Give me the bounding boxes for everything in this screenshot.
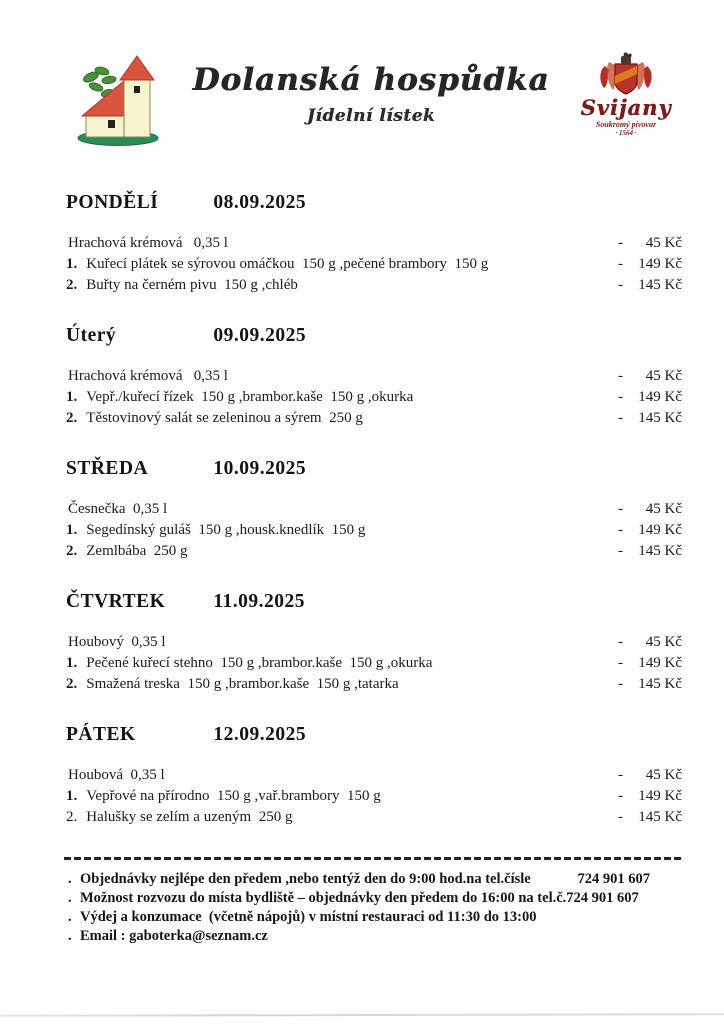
dish-name: Houbová 0,35 l bbox=[68, 767, 165, 783]
item-number: 2. bbox=[66, 410, 78, 426]
svijany-logo bbox=[570, 50, 682, 137]
header bbox=[66, 50, 682, 162]
dish-name: Buřty na černém pivu 150 g ,chléb bbox=[86, 277, 298, 293]
dish-name: Segedínský guláš 150 g ,housk.knedlík 150 g bbox=[86, 522, 366, 538]
dish-price: 145 Kč bbox=[638, 676, 682, 692]
dish-price: 145 Kč bbox=[638, 543, 682, 559]
item-number: 2. bbox=[66, 543, 78, 559]
dish-name: Vepř./kuřecí řízek 150 g ,brambor.kaše 150 g ,okurka bbox=[86, 389, 414, 405]
item-number: 2. bbox=[66, 809, 78, 825]
footer-text: Možnost rozvozu do místa bydliště – objednávky den předem do 16:00 na tel.č.724 901 607 bbox=[80, 890, 639, 906]
menu-item-row bbox=[66, 653, 682, 674]
footer-text: Objednávky nejlépe den předem ,nebo tentýž den do 9:00 hod.na tel.čísle bbox=[80, 871, 531, 887]
footer-text: Výdej a konzumace (včetně nápojů) v místní restauraci od 11:30 do 13:00 bbox=[80, 909, 537, 925]
menu-item-row bbox=[66, 275, 682, 296]
price-dash: - bbox=[618, 256, 623, 272]
menu-item-row bbox=[66, 786, 682, 807]
price-dash: - bbox=[618, 788, 623, 804]
dish-price: 149 Kč bbox=[638, 389, 682, 405]
dish-price: 149 Kč bbox=[638, 256, 682, 272]
menu-item-row bbox=[66, 807, 682, 828]
day-section-friday bbox=[66, 724, 682, 828]
menu-item-row bbox=[66, 765, 682, 786]
menu-rows bbox=[66, 233, 682, 296]
page-subtitle: Jídelní lístek bbox=[306, 106, 436, 126]
dish-name: Hrachová krémová 0,35 l bbox=[68, 235, 228, 251]
dashed-separator bbox=[64, 857, 682, 860]
dish-price: 145 Kč bbox=[638, 809, 682, 825]
dish-price: 45 Kč bbox=[645, 368, 682, 384]
menu-item-row bbox=[66, 541, 682, 562]
bullet: . bbox=[68, 890, 72, 906]
day-section-tuesday bbox=[66, 325, 682, 429]
dish-price: 45 Kč bbox=[645, 767, 682, 783]
day-name: PONDĚLÍ bbox=[66, 192, 159, 213]
day-name: Úterý bbox=[66, 325, 117, 346]
dish-price: 149 Kč bbox=[638, 788, 682, 804]
price-dash: - bbox=[618, 277, 623, 293]
dish-price: 145 Kč bbox=[638, 410, 682, 426]
dish-price: 45 Kč bbox=[645, 634, 682, 650]
menu-rows bbox=[66, 499, 682, 562]
day-heading bbox=[66, 458, 682, 480]
scan-artifact-line bbox=[0, 1013, 724, 1017]
page-title: Dolanská hospůdka bbox=[192, 62, 550, 98]
svijany-tagline: Soukromý pivovar bbox=[595, 120, 657, 129]
day-date: 10.09.2025 bbox=[213, 458, 307, 479]
menu-item-row bbox=[66, 632, 682, 653]
price-dash: - bbox=[618, 543, 623, 559]
day-section-thursday bbox=[66, 591, 682, 695]
item-number: 1. bbox=[66, 788, 78, 804]
dish-name: Vepřové na přírodno 150 g ,vař.brambory 150 g bbox=[86, 788, 381, 804]
day-date: 12.09.2025 bbox=[213, 724, 307, 745]
day-date: 09.09.2025 bbox=[213, 325, 307, 346]
price-dash: - bbox=[618, 522, 623, 538]
title-block bbox=[172, 50, 570, 126]
day-section-monday bbox=[66, 192, 682, 296]
dish-price: 145 Kč bbox=[638, 277, 682, 293]
item-number: 2. bbox=[66, 676, 78, 692]
footer-line-orders bbox=[66, 870, 650, 889]
footer-line-delivery bbox=[66, 889, 650, 908]
church-logo-icon bbox=[72, 50, 172, 150]
dish-price: 149 Kč bbox=[638, 522, 682, 538]
price-dash: - bbox=[618, 767, 623, 783]
day-heading bbox=[66, 724, 682, 746]
menu-rows bbox=[66, 366, 682, 429]
menu-item-row bbox=[66, 387, 682, 408]
price-dash: - bbox=[618, 368, 623, 384]
dish-name: Halušky se zelím a uzeným 250 g bbox=[86, 809, 293, 825]
bullet: . bbox=[68, 928, 72, 944]
menu-item-row bbox=[66, 674, 682, 695]
dish-name: Smažená treska 150 g ,brambor.kaše 150 g ,tatarka bbox=[86, 676, 399, 692]
price-dash: - bbox=[618, 235, 623, 251]
dish-name: Česnečka 0,35 l bbox=[68, 501, 168, 517]
day-heading bbox=[66, 325, 682, 347]
menu-item-row bbox=[66, 254, 682, 275]
phone-number: 724 901 607 bbox=[577, 871, 650, 887]
item-number: 1. bbox=[66, 389, 78, 405]
price-dash: - bbox=[618, 676, 623, 692]
item-number: 2. bbox=[66, 277, 78, 293]
dish-name: Zemlbába 250 g bbox=[86, 543, 188, 559]
price-dash: - bbox=[618, 655, 623, 671]
day-name: ČTVRTEK bbox=[66, 591, 166, 612]
bullet: . bbox=[68, 871, 72, 887]
menu-item-row bbox=[66, 408, 682, 429]
day-heading bbox=[66, 591, 682, 613]
footer-line-hours bbox=[66, 908, 650, 927]
price-dash: - bbox=[618, 809, 623, 825]
price-dash: - bbox=[618, 389, 623, 405]
footer-notes bbox=[66, 870, 650, 946]
dish-price: 45 Kč bbox=[645, 501, 682, 517]
day-date: 08.09.2025 bbox=[213, 192, 307, 213]
item-number: 1. bbox=[66, 522, 78, 538]
email-text: Email : gaboterka@seznam.cz bbox=[80, 928, 268, 944]
menu-item-row bbox=[66, 233, 682, 254]
menu-item-row bbox=[66, 499, 682, 520]
day-date: 11.09.2025 bbox=[213, 591, 306, 612]
dish-price: 149 Kč bbox=[638, 655, 682, 671]
menu-rows bbox=[66, 632, 682, 695]
dish-price: 45 Kč bbox=[645, 235, 682, 251]
menu-content bbox=[66, 50, 682, 946]
price-dash: - bbox=[618, 501, 623, 517]
dish-name: Těstovinový salát se zeleninou a sýrem 250 g bbox=[86, 410, 363, 426]
svijany-name: Svijany bbox=[580, 95, 672, 120]
day-name: STŘEDA bbox=[66, 458, 149, 479]
menu-item-row bbox=[66, 520, 682, 541]
dish-name: Kuřecí plátek se sýrovou omáčkou 150 g ,pečené brambory 150 g bbox=[86, 256, 489, 272]
dish-name: Hrachová krémová 0,35 l bbox=[68, 368, 228, 384]
dish-name: Pečené kuřecí stehno 150 g ,brambor.kaše 150 g ,okurka bbox=[86, 655, 433, 671]
dish-name: Houbový 0,35 l bbox=[68, 634, 166, 650]
day-heading bbox=[66, 192, 682, 214]
menu-rows bbox=[66, 765, 682, 828]
price-dash: - bbox=[618, 634, 623, 650]
svijany-crest-icon bbox=[595, 52, 657, 96]
footer-line-email bbox=[66, 927, 650, 946]
menu-item-row bbox=[66, 366, 682, 387]
bullet: . bbox=[68, 909, 72, 925]
day-section-wednesday bbox=[66, 458, 682, 562]
svijany-year: · 1564 · bbox=[615, 129, 637, 137]
price-dash: - bbox=[618, 410, 623, 426]
day-name: PÁTEK bbox=[66, 724, 136, 745]
item-number: 1. bbox=[66, 256, 78, 272]
item-number: 1. bbox=[66, 655, 78, 671]
